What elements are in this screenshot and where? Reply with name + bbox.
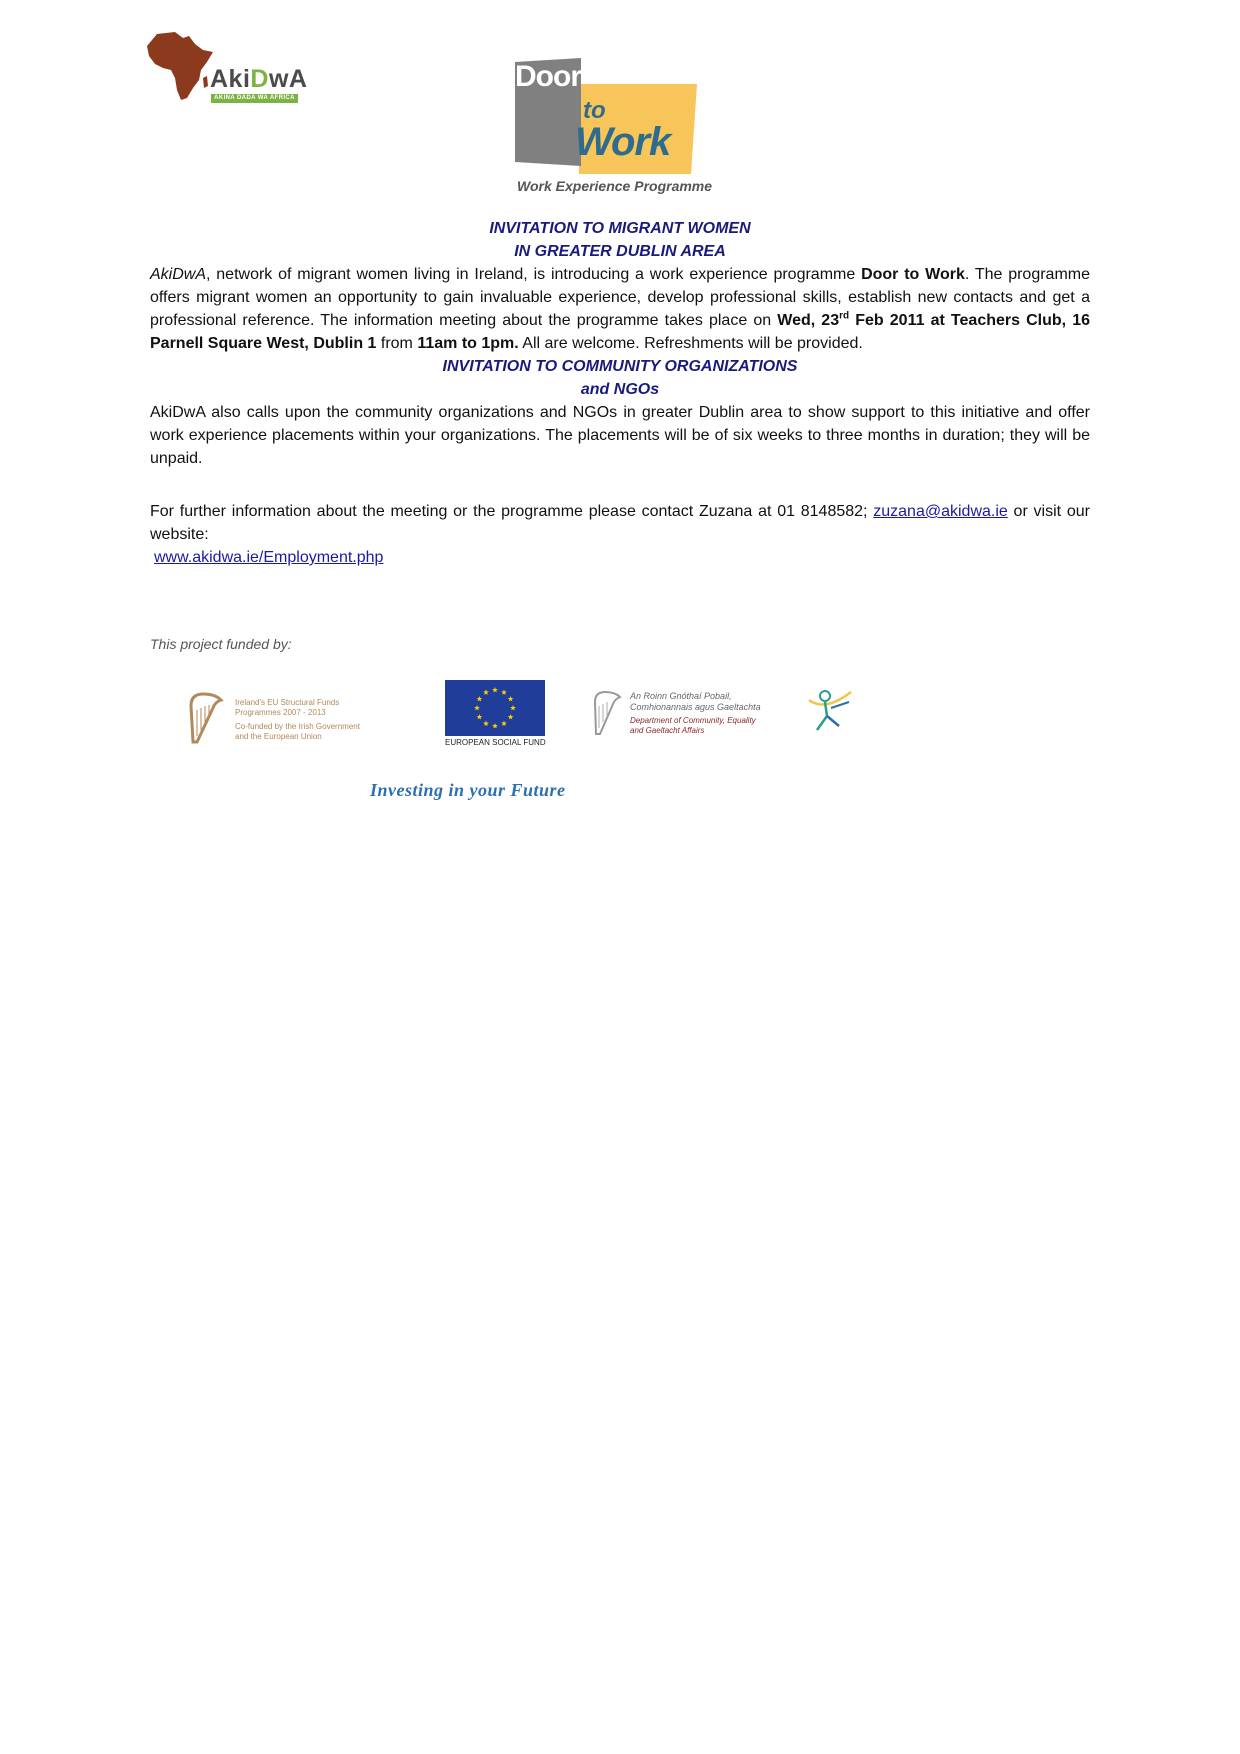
- africa-map-icon: [145, 30, 215, 102]
- department-community-logo: [590, 688, 790, 748]
- section1-heading-line2: IN GREATER DUBLIN AREA: [514, 243, 726, 260]
- eu-structural-text-1: Ireland's EU Structural Funds Programmes 2007 - 2013: [235, 698, 340, 717]
- section1-paragraph: AkiDwA, network of migrant women living in Ireland, is introducing a work experience programme Door to Work. The programme offers migrant women an opportunity to gain invaluable experience, develop professional skills, establish new contacts and get a professional reference. The information meeting about the programme takes place on Wed, 23rd Feb 2011 at Teachers Club, 16 Parnell Square West, Dublin 1 from 11am to 1pm. All are welcome. Refreshments will be provided.: [150, 266, 1091, 352]
- investing-slogan: Investing in your Future: [370, 780, 566, 800]
- door-to-work-logo: [515, 58, 713, 203]
- contact-paragraph: For further information about the meeting or the programme please contact Zuzana at 01 8148582; zuzana@akidwa.ie or visit our website:: [150, 503, 1090, 543]
- akidwa-logo: [145, 30, 308, 105]
- esf-label: EUROPEAN SOCIAL FUND: [445, 738, 546, 747]
- harp-icon: [185, 690, 227, 746]
- meeting-time: 11am to 1pm.: [417, 335, 519, 352]
- website-line: [150, 546, 1090, 569]
- email-link[interactable]: zuzana@akidwa.ie: [873, 503, 1008, 520]
- section1-heading-line1: INVITATION TO MIGRANT WOMEN: [489, 220, 751, 237]
- document-body: [150, 217, 1090, 569]
- section2-paragraph: AkiDwA also calls upon the community organizations and NGOs in greater Dublin area to show support to this initiative and offer work experience placements within your organizations. The placements will be of six weeks to three months in duration; they will be unpaid.: [150, 404, 1090, 467]
- eu-flag-icon: [445, 680, 545, 736]
- akidwa-tagline: AKINA DADA WA AFRICA: [211, 94, 298, 103]
- to-text: to: [583, 97, 606, 124]
- dancing-figure-icon: [805, 686, 855, 736]
- door-text: Door: [515, 60, 581, 93]
- dancing-figure-logo: [805, 686, 855, 736]
- akidwa-wordmark: AkiDwA: [210, 65, 308, 93]
- work-text: Work: [575, 120, 671, 164]
- meeting-date-venue: Wed, 23rd Feb 2011 at Teachers Club, 16 Parnell Square West, Dublin 1: [150, 310, 1091, 352]
- spacer: [150, 470, 1090, 500]
- programme-name: Door to Work: [861, 266, 965, 283]
- european-social-fund-logo: [445, 680, 545, 750]
- harp-outline-icon: [590, 688, 624, 738]
- section2-heading-line1: INVITATION TO COMMUNITY ORGANIZATIONS: [442, 358, 798, 375]
- org-name: AkiDwA: [150, 266, 207, 283]
- dept-irish-name: An Roinn Gnóthaí Pobail, Comhionannais agus Gaeltachta: [630, 691, 761, 712]
- eu-structural-text-2: Co-funded by the Irish Government and the European Union: [235, 722, 360, 741]
- funded-by-label: This project funded by:: [150, 636, 292, 652]
- programme-subtitle: Work Experience Programme: [517, 178, 713, 194]
- eu-structural-funds-logo: [185, 690, 395, 750]
- website-link[interactable]: www.akidwa.ie/Employment.php: [154, 549, 384, 566]
- dept-english-name: Department of Community, Equality and Gaeltacht Affairs: [630, 716, 756, 735]
- section2-heading-line2: and NGOs: [580, 381, 660, 398]
